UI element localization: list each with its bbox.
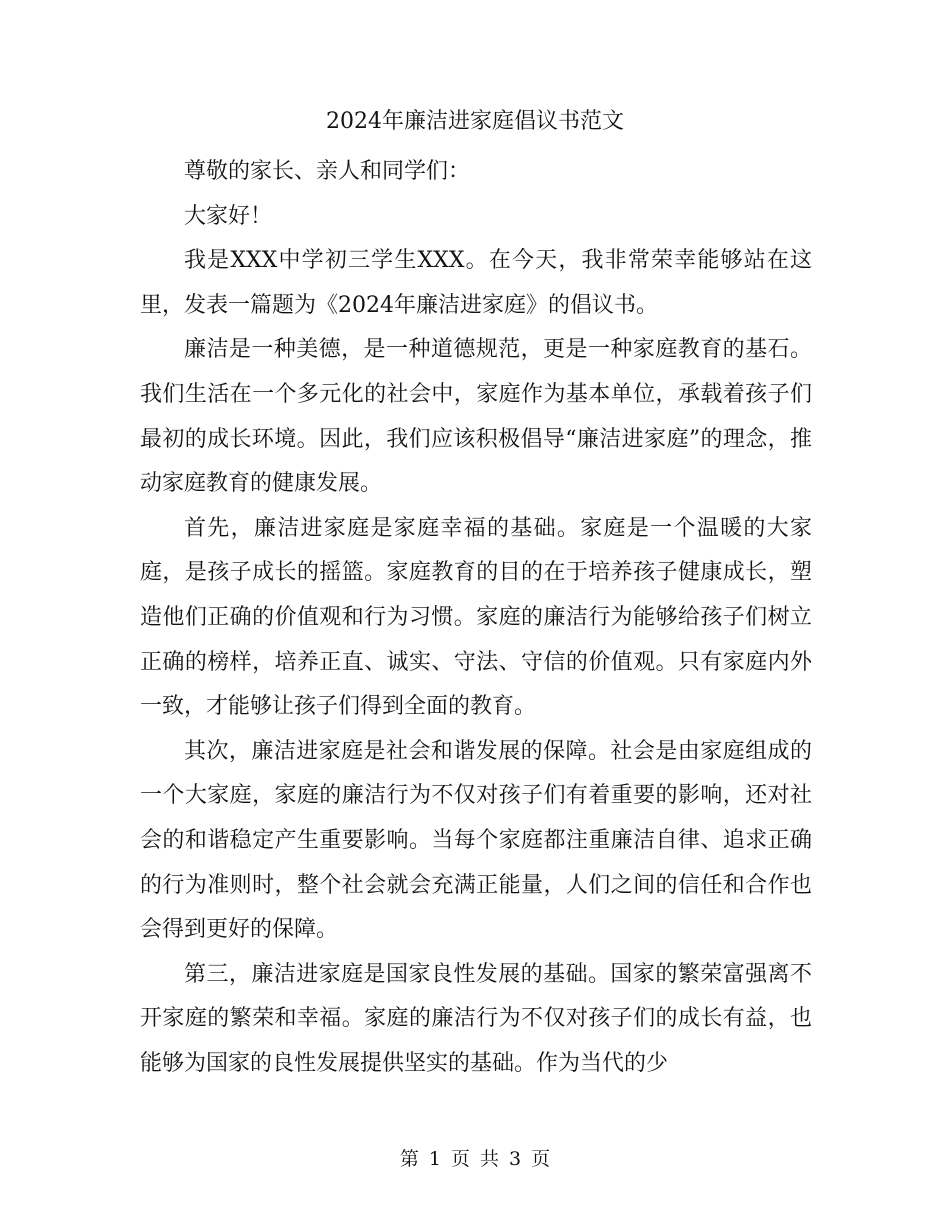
- page-number-footer: 第 1 页 共 3 页: [399, 1148, 551, 1170]
- greeting: 大家好！: [184, 203, 273, 229]
- document-title: 2024年廉洁进家庭倡议书范文: [326, 109, 624, 134]
- paragraph-third-point: 第三，廉洁进家庭是国家良性发展的基础。国家的繁荣富强离不开家庭的繁荣和幸福。家庭的廉洁行为不仅对孩子们的成长有益，也能够为国家的良性发展提供坚实的基础。作为当代的少: [140, 961, 812, 1076]
- paragraph-second-point: 其次，廉洁进家庭是社会和谐发展的保障。社会是由家庭组成的一个大家庭，家庭的廉洁行为不仅对孩子们有着重要的影响，还对社会的和谐稳定产生重要影响。当每个家庭都注重廉洁自律、追求正确的行为准则时，整个社会就会充满正能量，人们之间的信任和合作也会得到更好的保障。: [140, 738, 812, 943]
- paragraph-introduction: 我是XXX中学初三学生XXX。在今天，我非常荣幸能够站在这里，发表一篇题为《2024年廉洁进家庭》的倡议书。: [140, 248, 812, 318]
- paragraph-integrity-foundation: 廉洁是一种美德，是一种道德规范，更是一种家庭教育的基石。我们生活在一个多元化的社会中，家庭作为基本单位，承载着孩子们最初的成长环境。因此，我们应该积极倡导“廉洁进家庭”的理念，推动家庭教育的健康发展。: [140, 337, 812, 497]
- salutation: 尊敬的家长、亲人和同学们：: [184, 159, 471, 184]
- document-body: [140, 150, 812, 1086]
- paragraph-first-point: 首先，廉洁进家庭是家庭幸福的基础。家庭是一个温暖的大家庭，是孩子成长的摇篮。家庭教育的目的在于培养孩子健康成长，塑造他们正确的价值观和行为习惯。家庭的廉洁行为能够给孩子们树立正确的榜样，培养正直、诚实、守法、守信的价值观。只有家庭内外一致，才能够让孩子们得到全面的教育。: [140, 515, 812, 720]
